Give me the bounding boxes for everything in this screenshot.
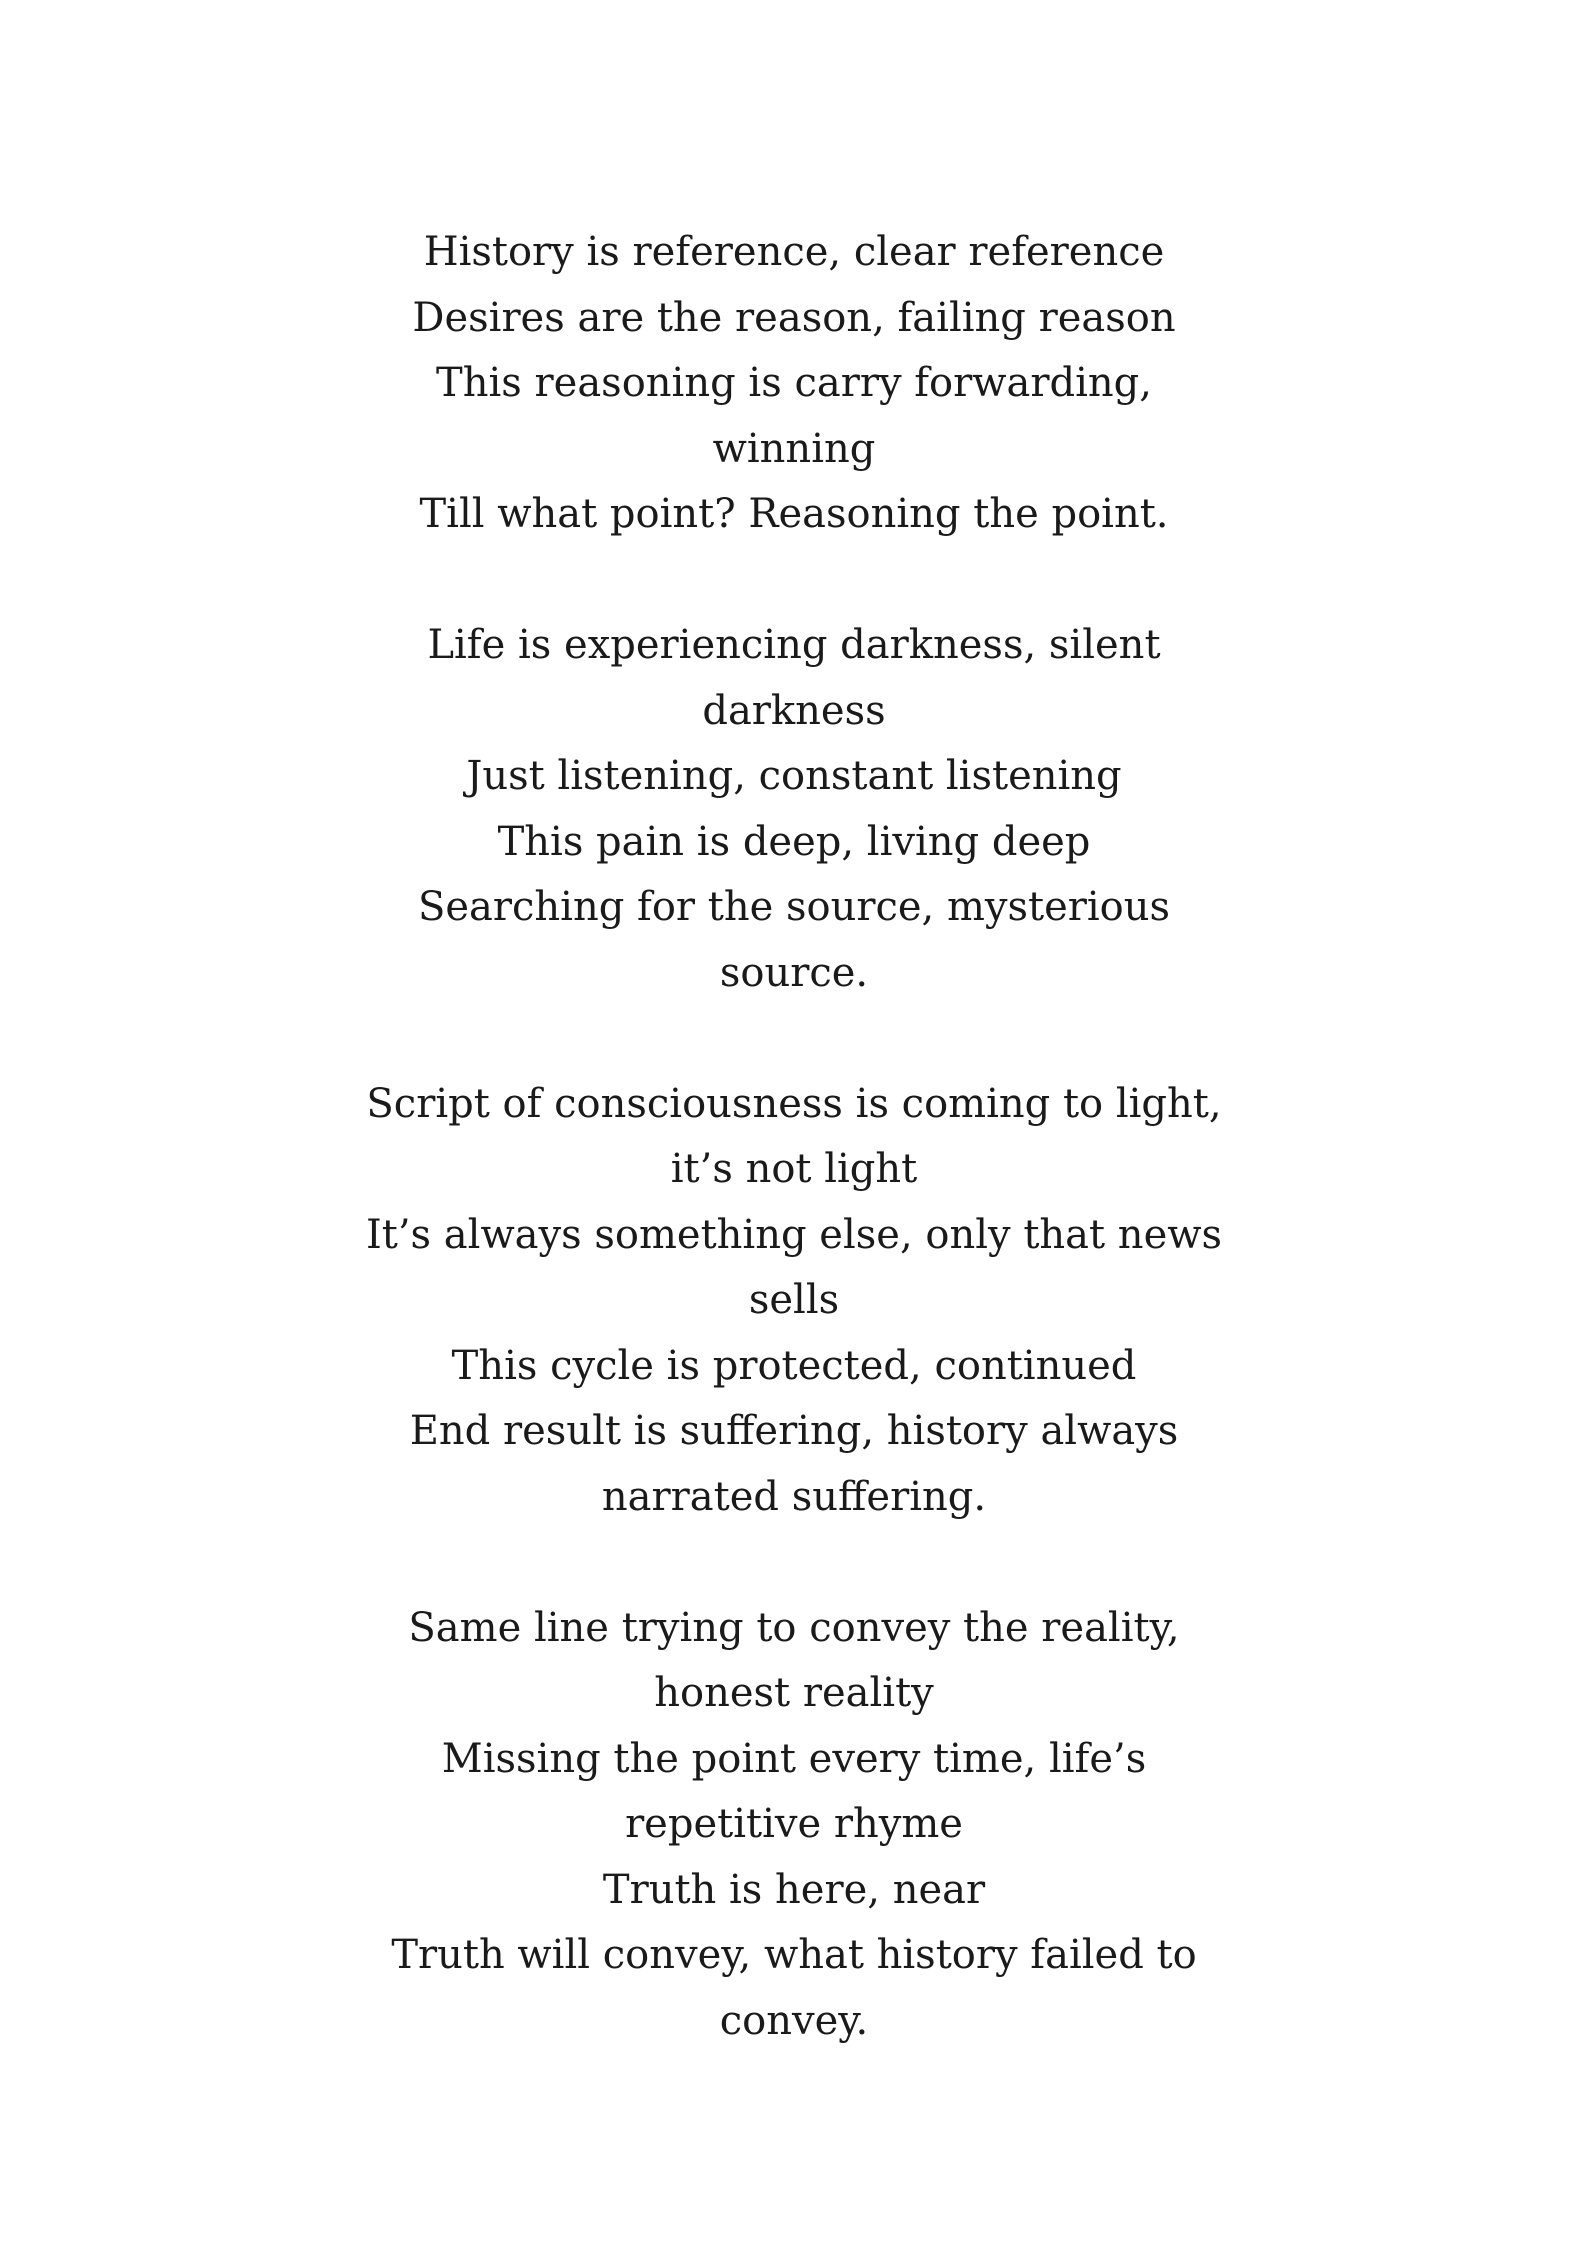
poem-line: Searching for the source, mysterious xyxy=(417,884,1171,930)
poem-line: Same line trying to convey the reality, xyxy=(408,1604,1180,1651)
poem xyxy=(0,220,1588,2120)
poem-line: repetitive rhyme xyxy=(625,1801,963,1847)
stanza-2 xyxy=(0,613,1588,1006)
poem-line: This pain is deep, living deep xyxy=(497,818,1091,865)
poem-line: narrated suffering. xyxy=(601,1473,987,1520)
poem-line: it’s not light xyxy=(670,1146,918,1192)
poem-line: winning xyxy=(712,425,876,472)
poem-line: It’s always something else, only that news xyxy=(365,1211,1223,1258)
poem-line: Missing the point every time, life’s xyxy=(441,1735,1147,1782)
poem-line: honest reality xyxy=(654,1670,934,1716)
poem-line: This reasoning is carry forwarding, xyxy=(436,360,1152,406)
poem-line: sells xyxy=(748,1277,840,1323)
poem-line: Desires are the reason, failing reason xyxy=(412,294,1176,341)
poem-line: convey. xyxy=(719,1997,869,2044)
poem-line: Till what point? Reasoning the point. xyxy=(419,491,1169,537)
poem-line: Script of consciousness is coming to light, xyxy=(366,1080,1222,1127)
poem-line: History is reference, clear reference xyxy=(423,229,1165,275)
poem-line: source. xyxy=(719,949,869,996)
poem-line: This cycle is protected, continued xyxy=(451,1342,1137,1389)
poem-line: Truth is here, near xyxy=(602,1866,986,1913)
poem-line: Truth will convey, what history failed to xyxy=(391,1932,1197,1978)
poem-line: Life is experiencing darkness, silent xyxy=(427,622,1161,668)
poem-line: Just listening, constant listening xyxy=(466,753,1122,799)
stanza-1 xyxy=(0,220,1588,548)
poem-line: darkness xyxy=(702,687,886,734)
poem-line: End result is suffering, history always xyxy=(409,1408,1179,1454)
stanza-4 xyxy=(0,1596,1588,2055)
stanza-3 xyxy=(0,1072,1588,1531)
